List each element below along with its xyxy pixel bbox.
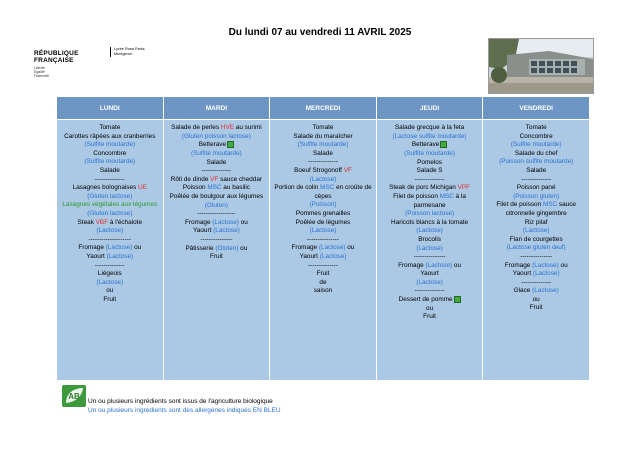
menu-item [60,176,160,185]
menu-item [273,253,373,262]
menu-item [167,150,267,159]
menu-item-text: Salade du chef [514,149,558,157]
menu-item-text: à l'échalote [108,218,143,226]
menu-item-text: Steak de porc Michigan [389,184,458,192]
bio-leaf-icon [454,296,461,303]
menu-item [380,279,480,288]
menu-item-text: -------------- [521,175,552,183]
menu-item [380,150,480,159]
menu-item-text: Yaourt [420,270,439,278]
menu-item [380,296,480,305]
menu-item [380,305,480,314]
menu-item [60,124,160,133]
menu-item [273,201,373,210]
menu-cell-jeudi [376,120,483,381]
menu-item [60,141,160,150]
menu-item [273,167,373,176]
menu-item [486,133,586,142]
bio-leaf-icon [227,141,234,148]
menu-item-text: (Gluten lactose) [87,192,133,200]
logo-motto [34,66,174,78]
menu-item-text: Yaourt [299,252,320,260]
menu-item-text: (Sulfite moutarde) [84,158,136,166]
menu-item-text: (Lactose) [96,227,124,235]
menu-item-text: (Lactose) [416,227,443,235]
menu-item-text: Salade [313,149,333,157]
ab-badge-text: AB [68,392,80,401]
school-building-image [489,39,593,93]
menu-item [273,158,373,167]
menu-item [167,176,267,185]
menu-item [486,167,586,176]
menu-item [380,270,480,279]
menu-item-text: Concombre [519,132,553,140]
menu-item [380,287,480,296]
menu-item-text: Fromage [184,218,213,226]
menu-item-text: (Lactose) [319,252,347,260]
menu-item [60,133,160,142]
menu-item [273,244,373,253]
menu-cell-mercredi [270,120,377,381]
menu-item-text: MSC [542,201,558,209]
menu-item-text: Poêlée de boulgour aux légumes [169,192,264,200]
menu-item-text: (Lactose) [96,278,124,286]
menu-item [60,253,160,262]
menu-item-text: (Lactose) [105,244,133,252]
menu-item-text: Fromage [291,244,319,252]
ab-leaf-icon [60,383,90,409]
menu-item-text: MSC [439,192,454,200]
menu-item [60,201,160,210]
menu-item [380,133,480,142]
menu-item [273,184,373,201]
menu-item-text: VF [343,166,352,174]
menu-cell-mardi [163,120,270,381]
menu-item-text: ou [132,244,142,252]
menu-item-text: Flan de courgettes [509,235,563,243]
menu-item [60,150,160,159]
menu-item-text: --------------- [200,235,233,243]
flag-stripe-red [47,40,54,48]
menu-item-text: --------------- [307,235,339,243]
menu-item-text: (Sulfite moutarde) [297,141,349,149]
menu-item [380,253,480,262]
menu-item-text: Fruit [529,304,543,312]
menu-item-text: sauce citronnelle gingembre [505,201,576,217]
menu-item-text: (Lactose) [416,244,443,252]
menu-item-text: Tomate [525,124,547,131]
menu-item [380,219,480,228]
menu-item [486,150,586,159]
flag-stripe-blue [34,40,41,48]
menu-item [167,124,267,133]
menu-item-text: Salade [526,166,547,174]
menu-item [60,244,160,253]
menu-item [60,227,160,236]
menu-item-text: saison [313,287,333,295]
menu-item-text: Pommes grenailles [295,209,351,217]
flag-stripe-white [41,40,48,48]
school-building-photo [488,38,594,94]
menu-item-text: Boeuf Strogonoff [294,166,344,174]
menu-item [167,141,267,150]
flag-icon [34,40,54,48]
menu-item [60,279,160,288]
menu-item [273,124,373,133]
menu-item [486,244,586,253]
menu-item [486,279,586,288]
menu-item-text: (Poisson gluten) [513,192,560,200]
menu-item [380,262,480,271]
menu-item-text: UE [138,184,147,192]
menu-item-text: Filet de poisson [496,201,543,209]
menu-item-text: Betterave [198,141,227,149]
menu-item-text: (Gluten) [215,244,239,252]
menu-item-text: Haricots blancs à la tomate [391,218,469,226]
menu-item-text: ou [532,295,540,303]
menu-item-text: (Sulfite moutarde) [404,149,455,157]
legend-bio-text: Un ou plusieurs ingrédients sont issus de l'agriculture biologique [88,398,273,405]
menu-item-text: --------------- [413,253,446,261]
menu-item-text: (Poisson lactose) [405,210,455,218]
menu-item-text: (Poisson) [309,201,337,209]
menu-item [167,245,267,254]
menu-item [60,219,160,228]
menu-item-text: Fruit [316,270,330,278]
menu-item-text: Yaourt [193,227,214,235]
menu-item-text: Fromage [78,244,106,252]
menu-item-text: Pâtisserie [185,244,216,252]
menu-item-text: Salade du maraîcher [293,132,353,140]
menu-item-text: (Lactose) [522,227,550,235]
menu-item [486,262,586,271]
menu-item [167,227,267,236]
menu-item-text: Betterave [411,141,440,149]
menu-item-text: Fruit [209,253,223,261]
school-name [110,47,145,57]
menu-item [273,227,373,236]
logo-name-line2: FRANÇAISE [34,57,74,64]
menu-item-text: (Sulfite moutarde) [510,141,562,149]
menu-item [60,287,160,296]
menu-item [273,150,373,159]
menu-item [167,253,267,262]
menu-item-text: Concombre [93,149,127,157]
menu-item [380,193,480,210]
menu-item-text: (Lactose) [106,252,134,260]
menu-item [60,210,160,219]
menu-item-text: -------------- [94,261,125,269]
menu-item [380,227,480,236]
menu-item [486,296,586,305]
menu-item [486,304,586,313]
menu-item-text: Filet de poisson [393,192,440,200]
menu-item [486,141,586,150]
menu-item-text: -------------- [94,175,125,183]
logo-motto-2: Égalité [34,70,45,74]
menu-item-text: de [319,278,327,286]
menu-item-text: (Lactose) [416,278,443,286]
menu-item-text: (Gluten lactose) [87,209,133,217]
menu-item-text: Salade grecque à la feta [394,124,465,131]
menu-item [273,287,373,296]
menu-item-text: (Lactose) [309,227,337,235]
menu-item-text: -------------- [521,278,552,286]
ab-bio-logo [60,383,90,409]
menu-item-text: (Sulfite moutarde) [190,149,242,157]
menu-item-text: Portion de colin [274,184,321,192]
day-header-mercredi: MERCREDI [270,97,377,120]
menu-item-text: ou [426,304,434,312]
menu-cell-lundi [57,120,164,381]
menu-item [380,236,480,245]
republique-francaise-logo [34,40,174,85]
menu-item-text: Yaourt [512,270,533,278]
menu-item [273,219,373,228]
menu-item [273,262,373,271]
menu-item [486,124,586,133]
menu-item [486,236,586,245]
menu-item-text: ou [238,244,248,252]
menu-item-text: ou [238,218,248,226]
menu-item [273,141,373,150]
menu-item-text: (Gluten) [204,201,228,209]
menu-item [380,176,480,185]
menu-item-text: Brocolis [418,235,441,243]
menu-cell-vendredi [483,120,590,381]
menu-item-text: (Lactose) [425,261,453,269]
menu-item [167,210,267,219]
day-header-mardi: MARDI [163,97,270,120]
menu-item [380,210,480,219]
menu-item-text: sauce cheddar [218,175,263,183]
logo-name-line1: RÉPUBLIQUE [34,50,79,57]
menu-item-text: MSC [207,184,222,192]
menu-item-text: au surimi [233,124,262,131]
menu-item [380,141,480,150]
table-row [57,120,590,381]
menu-item [273,133,373,142]
menu-item-text: en croûte de cèpes [314,184,372,200]
menu-item-text: MSC [320,184,335,192]
menu-item-text: VPF [457,184,471,192]
menu-item-text: Pomelos [417,158,443,166]
menu-item [60,158,160,167]
menu-item-text: (Lactose) [532,261,559,269]
menu-item-text: Salade [206,158,227,166]
menu-item [486,193,586,202]
menu-item-text: ou [106,287,114,295]
school-name-line1: Lycée Rosa Parks [114,47,145,51]
menu-item-text: (Lactose) [309,175,337,183]
menu-item-text: ------------------ [197,210,236,218]
menu-item-text: Fromage [398,261,426,269]
menu-item [60,270,160,279]
menu-item [380,313,480,322]
menu-item-text: (Lactose) [213,227,240,235]
menu-item-text: Fruit [423,313,436,321]
menu-item-text: (Lactose sulfite moutarde) [392,132,467,140]
menu-item-text: Lasagnes bolognaises [72,184,139,192]
menu-item-text: Poêlée de légumes [295,218,351,226]
menu-item [273,176,373,185]
menu-item-text: à la parmesane [413,192,466,209]
menu-item [60,184,160,193]
menu-item [486,158,586,167]
menu-item-text: -------------- [414,287,445,295]
menu-item [167,202,267,211]
menu-item-text: --------------- [520,252,553,260]
menu-item-text: Tomate [312,124,334,131]
table-header-row [57,97,590,120]
menu-item-text: -------------- [308,158,338,166]
menu-item-text: Poisson [182,184,208,192]
menu-item-text: -------------- [201,167,232,175]
menu-item [380,124,480,133]
menu-item-text: (Poisson sulfite moutarde) [499,158,574,166]
menu-item-text: -------------- [308,261,338,269]
menu-item [60,167,160,176]
menu-item-text: au basilic [221,184,250,192]
menu-item [273,210,373,219]
menu-item-text: -------------- [414,175,445,183]
menu-item-text: Fruit [103,295,117,303]
page-title: Du lundi 07 au vendredi 11 AVRIL 2025 [228,27,412,38]
day-header-vendredi: VENDREDI [483,97,590,120]
weekly-menu-table [56,96,590,381]
menu-item-text: Riz pilaf [524,218,548,226]
menu-item-text: Yaourt [86,252,107,260]
menu-item-text: (Lactose) [318,244,346,252]
menu-item-text: Glace [513,287,533,295]
menu-item-text: ou [345,244,355,252]
menu-item-text: (Lactose) [532,287,559,295]
menu-item-text: Fromage [504,261,533,269]
menu-item [60,296,160,305]
menu-item [167,159,267,168]
day-header-lundi: LUNDI [57,97,164,120]
menu-item-text: VBF [95,218,109,226]
menu-item [486,219,586,228]
menu-item [486,270,586,279]
menu-item-text: ou [558,261,568,269]
menu-item [60,262,160,271]
menu-item-text: -------------------- [88,235,132,243]
menu-item [380,184,480,193]
menu-item [380,245,480,254]
menu-item [273,236,373,245]
menu-item [167,184,267,193]
menu-item [167,219,267,228]
menu-item-text: Dessert de pomme [398,296,453,304]
menu-item [486,201,586,218]
menu-item-text: VF [210,175,219,183]
menu-item [486,227,586,236]
menu-item-text: (Lactose gluten œuf) [506,244,566,252]
legend-allergen-text: Un ou plusieurs ingrédients sont des allergènes indiqués EN BLEU [88,407,281,414]
bio-leaf-icon [440,141,447,148]
menu-item [167,167,267,176]
menu-item-text: Rôti de dinde [170,175,211,183]
menu-item-text: Poisson pané [516,184,556,192]
menu-item-text: ou [452,261,462,269]
menu-item [273,279,373,288]
menu-item [486,287,586,296]
menu-item [486,176,586,185]
menu-item [60,236,160,245]
menu-item-text: (Sulfite moutarde) [84,141,136,149]
menu-item-text: Carottes râpées aux cranberries [64,132,156,140]
menu-item-text: Salade [99,166,120,174]
menu-item [380,167,480,176]
logo-motto-1: Liberté [34,66,45,70]
menu-item [380,159,480,168]
day-header-jeudi: JEUDI [376,97,483,120]
menu-item-text: (Gluten poisson lactose) [181,132,251,140]
menu-item-text: Liégeois [97,270,122,278]
menu-item-text: Salade S [416,167,443,175]
menu-item-text: Tomate [99,124,121,131]
menu-item [60,193,160,202]
menu-item [486,184,586,193]
menu-item-text: Salade de perles [171,124,221,131]
school-name-line2: Montgeron [114,52,133,56]
menu-item-text: (Lactose) [212,218,239,226]
menu-item [273,270,373,279]
menu-item-text: Steak [77,218,96,226]
menu-item [167,133,267,142]
menu-item [486,253,586,262]
menu-item-text: (Lactose) [532,270,560,278]
menu-item [167,236,267,245]
menu-item-text: HVE [220,124,234,131]
menu-item-text: Lasagnes végétales aux légumes [62,201,158,209]
menu-item [167,193,267,202]
logo-motto-3: Fraternité [34,74,49,78]
